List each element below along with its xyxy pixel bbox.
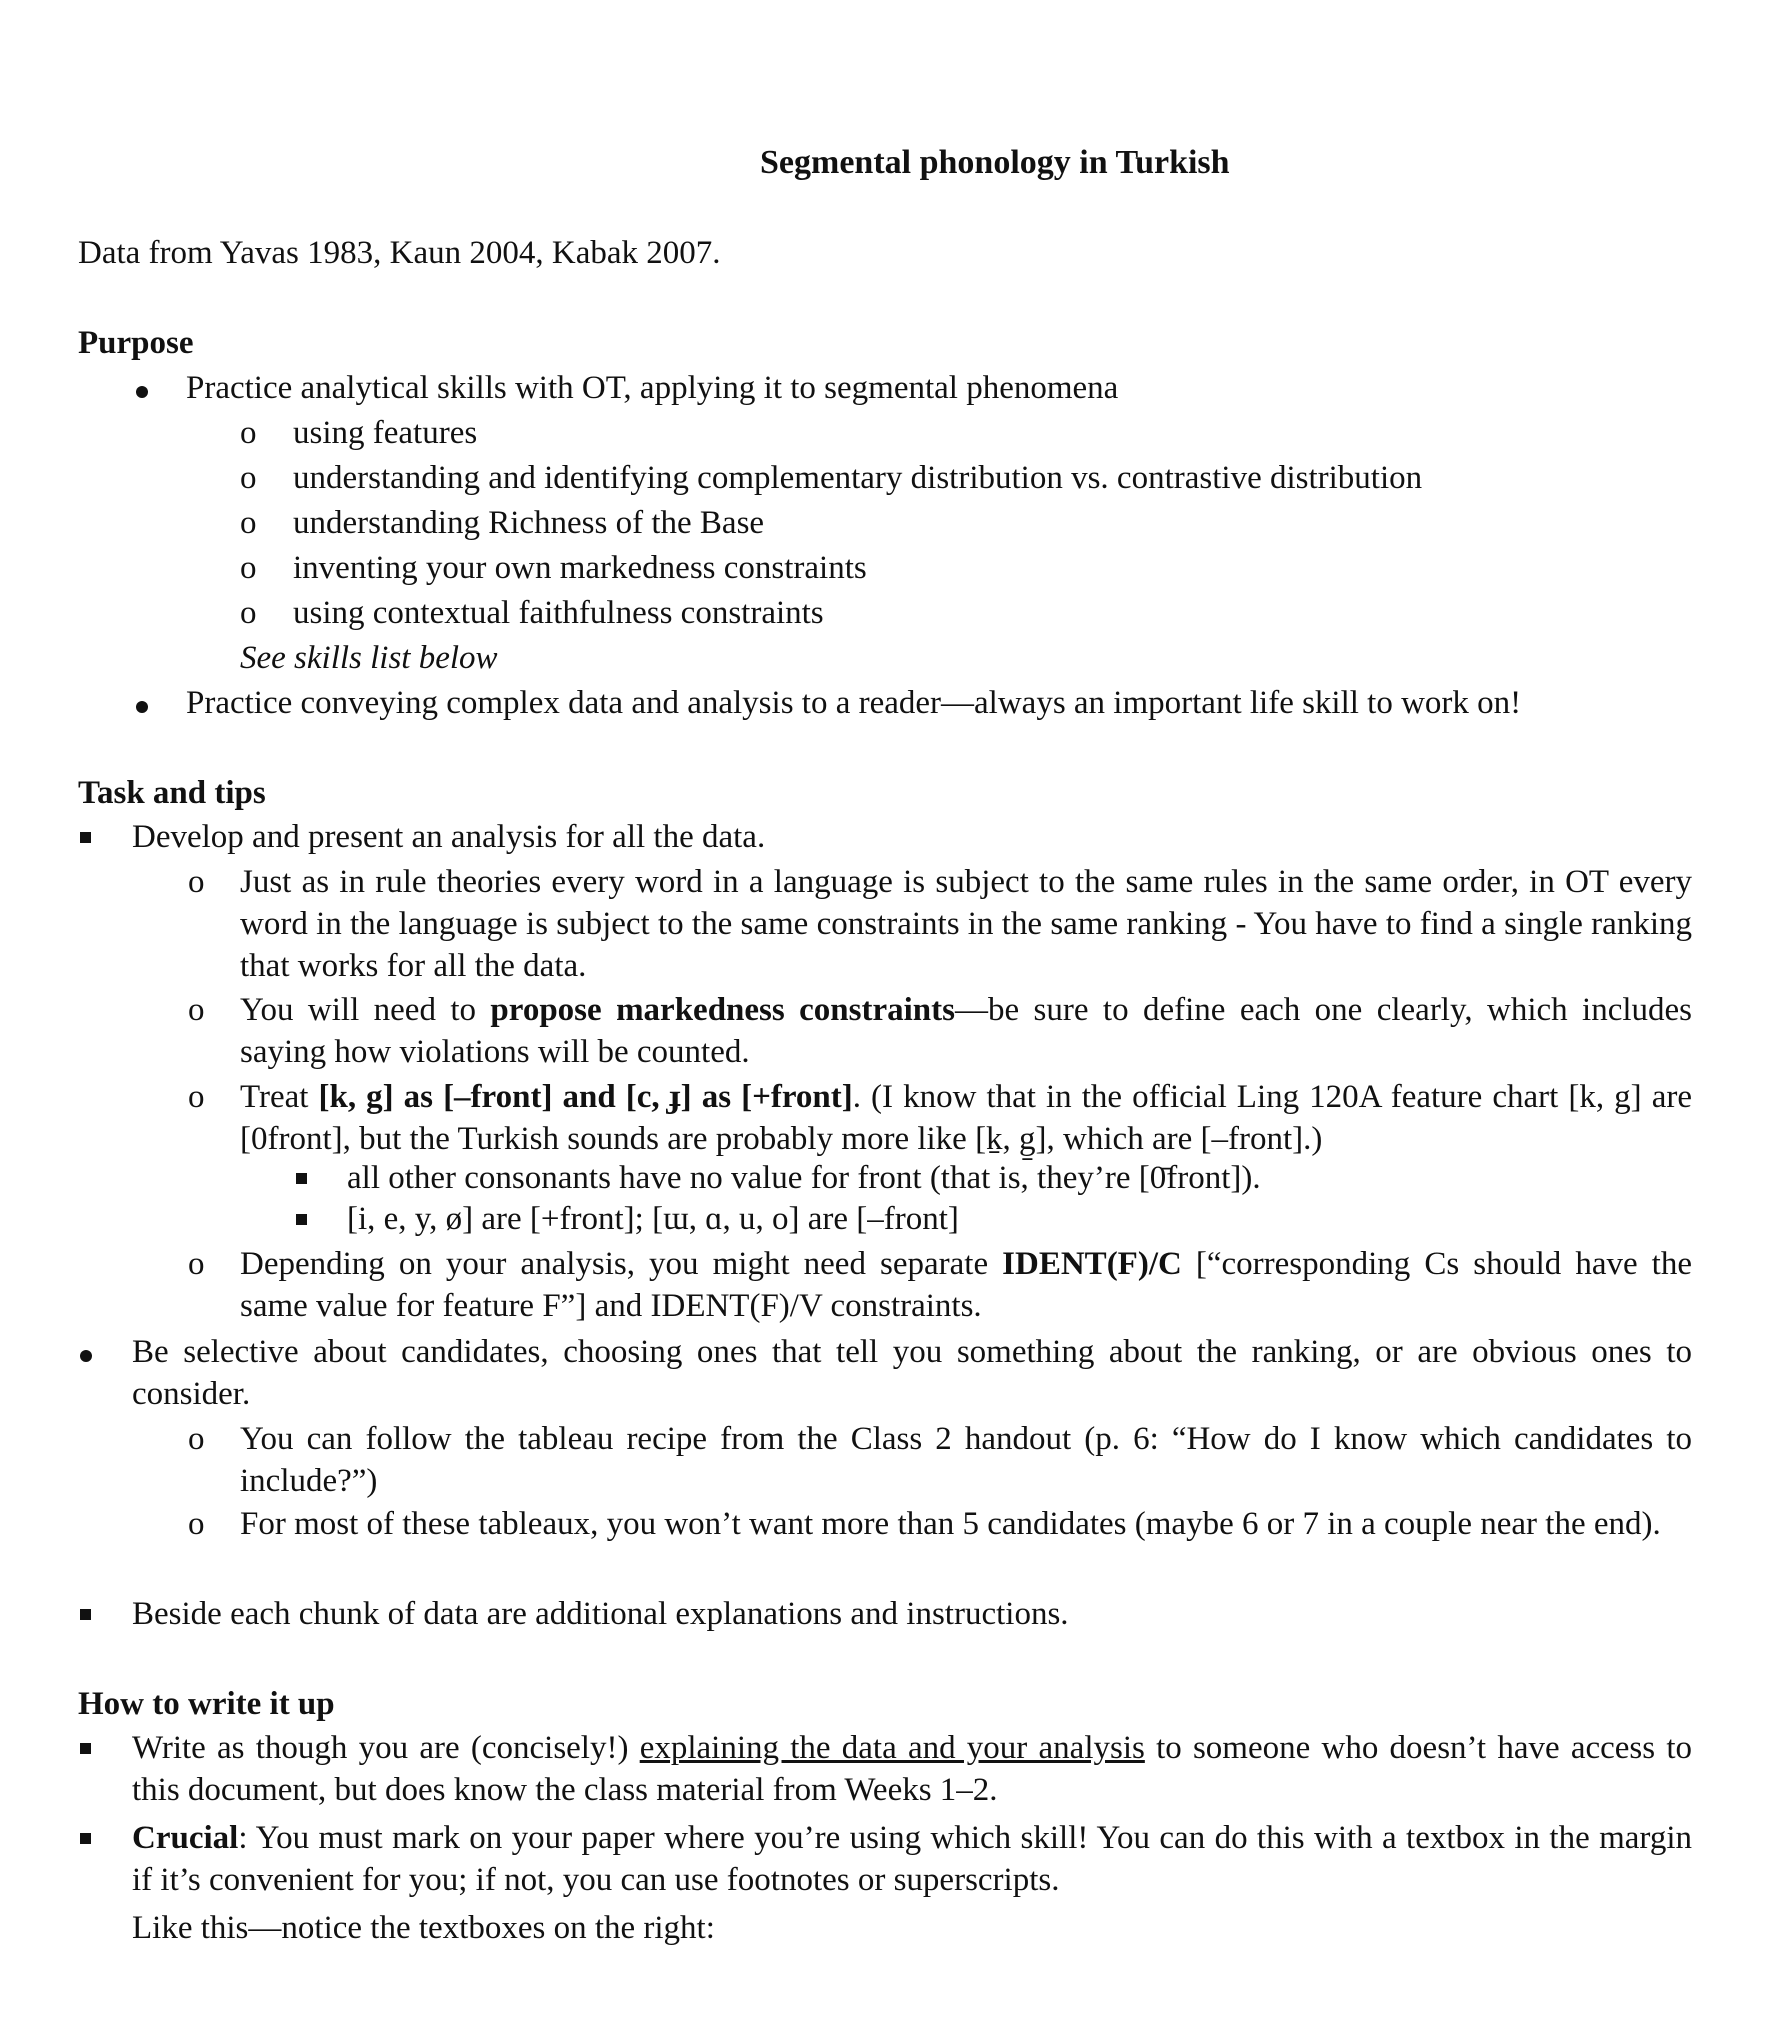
- square-bullet: [80, 1743, 91, 1754]
- task-sub-3-i: all other consonants have no value for front (that is, they’re [0̄front]).: [347, 1160, 1261, 1196]
- circle-marker: o: [240, 415, 257, 451]
- purpose-sub-item: understanding Richness of the Base: [293, 505, 765, 541]
- circle-marker: o: [188, 1421, 205, 1457]
- task-item-1: Develop and present an analysis for all the data.: [132, 819, 766, 855]
- task-item-3: Beside each chunk of data are additional explanations and instructions.: [132, 1596, 1069, 1632]
- see-skills-note: See skills list below: [240, 640, 498, 676]
- square-bullet: [80, 1833, 91, 1844]
- task-sub-4: Depending on your analysis, you might need separate IDENT(F)/C [“corresponding Cs should have the same value for feature F”] and IDENT(F)/V constraints.: [240, 1246, 1692, 1324]
- bullet-dot: [136, 386, 148, 398]
- task-sub-3-ii: [i, e, y, ø] are [+front]; [ɯ, ɑ, u, o] are [–front]: [347, 1201, 959, 1237]
- circle-marker: o: [240, 505, 257, 541]
- task-heading: Task and tips: [78, 775, 266, 811]
- writeup-item-2: Crucial: You must mark on your paper where you’re using which skill! You can do this with a textbox in the margin if it’s convenient for you; if not, you can use footnotes or superscripts.: [132, 1820, 1692, 1898]
- task-sub-6: For most of these tableaux, you won’t want more than 5 candidates (maybe 6 or 7 in a couple near the end).: [240, 1506, 1661, 1542]
- purpose-bullet-2: Practice conveying complex data and analysis to a reader—always an important life skill to work on!: [186, 685, 1522, 721]
- task-sub-3: Treat [k, g] as [–front] and [c, ɟ] as [+front]. (I know that in the official Ling 120A feature chart [k, g] are [0front], but the Turkish sounds are probably more like [k̠, g̠], which are [–front].): [240, 1079, 1692, 1157]
- page-title: Segmental phonology in Turkish: [760, 144, 1230, 181]
- writeup-heading: How to write it up: [78, 1686, 335, 1722]
- data-source-line: Data from Yavas 1983, Kaun 2004, Kabak 2007.: [78, 235, 721, 271]
- circle-marker: o: [188, 1079, 205, 1115]
- task-item-2: Be selective about candidates, choosing ones that tell you something about the ranking, or are obvious ones to consider.: [132, 1334, 1692, 1412]
- purpose-sub-item: using features: [293, 415, 478, 451]
- circle-marker: o: [188, 1506, 205, 1542]
- circle-marker: o: [188, 992, 205, 1028]
- task-sub-1: Just as in rule theories every word in a language is subject to the same rules in the same order, in OT every word in the language is subject to the same constraints in the same ranking - You have to find a single ranking that works for all the data.: [240, 864, 1692, 984]
- circle-marker: o: [240, 550, 257, 586]
- writeup-item-2-example-note: Like this—notice the textboxes on the right:: [132, 1910, 715, 1946]
- task-sub-2: You will need to propose markedness constraints—be sure to define each one clearly, which includes saying how violations will be counted.: [240, 992, 1692, 1070]
- circle-marker: o: [188, 1246, 205, 1282]
- circle-marker: o: [188, 864, 205, 900]
- square-bullet: [296, 1173, 307, 1184]
- writeup-item-1: Write as though you are (concisely!) explaining the data and your analysis to someone who doesn’t have access to this document, but does know the class material from Weeks 1–2.: [132, 1730, 1693, 1808]
- purpose-heading: Purpose: [78, 325, 194, 361]
- square-bullet: [296, 1214, 307, 1225]
- purpose-sub-item: using contextual faithfulness constraints: [293, 595, 824, 631]
- purpose-sub-item: inventing your own markedness constraints: [293, 550, 867, 586]
- circle-marker: o: [240, 460, 257, 496]
- circle-marker: o: [240, 595, 257, 631]
- bullet-dot: [80, 1350, 92, 1362]
- square-bullet: [80, 1609, 91, 1620]
- task-sub-5: You can follow the tableau recipe from the Class 2 handout (p. 6: “How do I know which candidates to include?”): [240, 1421, 1692, 1499]
- square-bullet: [80, 832, 91, 843]
- purpose-sub-item: understanding and identifying complementary distribution vs. contrastive distribution: [293, 460, 1423, 496]
- purpose-bullet-1: Practice analytical skills with OT, applying it to segmental phenomena: [186, 370, 1119, 406]
- bullet-dot: [136, 701, 148, 713]
